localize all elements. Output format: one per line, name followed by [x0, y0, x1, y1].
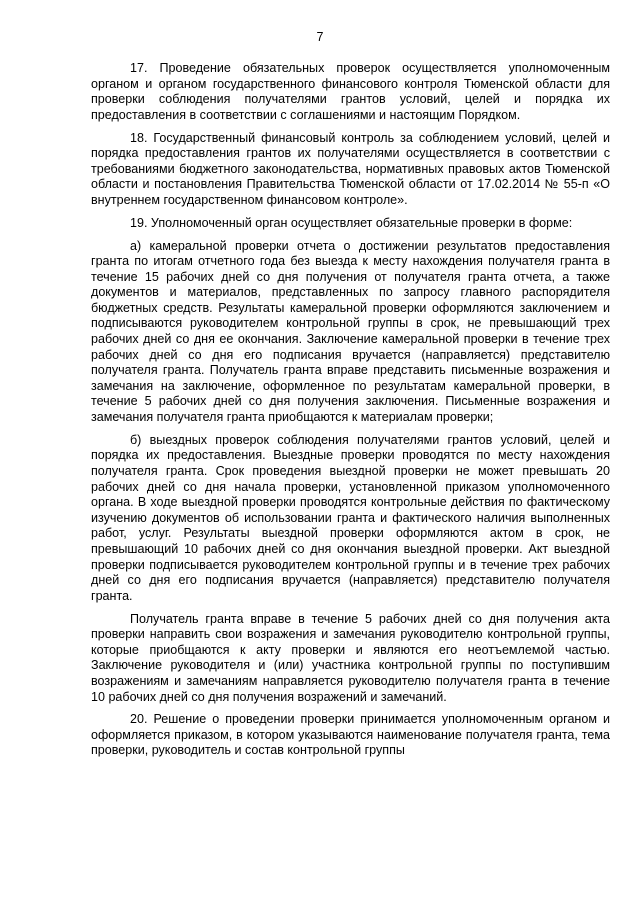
paragraph-18: 18. Государственный финансовый контроль за соблюдением условий, целей и порядка предоставления грантов их получателями осуществляется в соответствии с требованиями бюджетного законодательства, нормативных правовых актов Тюменской области и постановления Правительства Тюменской области от 17.02.2014 № 55-п «О внутреннем государственном финансовом контроле». [91, 130, 610, 207]
paragraph-19-b: б) выездных проверок соблюдения получателями грантов условий, целей и порядка их предоставления. Выездные проверки проводятся по месту нахождения получателя гранта. Срок проведения выездной проверки не может превышать 20 рабочих дней со дня начала проверки, установленной приказом уполномоченного органа. В ходе выездной проверки проводятся контрольные действия по фактическому изучению документов об использовании гранта и фактического наличия выполненных работ, услуг. Результаты выездной проверки оформляются актом в срок, не превышающий 10 рабочих дней со дня окончания выездной проверки. Акт выездной проверки подписывается руководителем контрольной группы и в течение трех рабочих дней со дня его подписания вручается (направляется) представителю получателя гранта. [91, 432, 610, 603]
paragraph-objections: Получатель гранта вправе в течение 5 рабочих дней со дня получения акта проверки направить свои возражения и замечания руководителю контрольной группы, которые приобщаются к акту проверки и являются его неотъемлемой частью. Заключение руководителя и (или) участника контрольной группы по поступившим возражениям и замечаниям направляется руководителю получателя гранта в течение 10 рабочих дней со дня получения возражений и замечаний. [91, 611, 610, 704]
paragraph-19-a: а) камеральной проверки отчета о достижении результатов предоставления гранта по итогам отчетного года без выезда к месту нахождения получателя гранта в течение 15 рабочих дней со дня получения от получателя гранта отчета, а также документов и материалов, представленных по запросу главного распорядителя бюджетных средств. Результаты камеральной проверки оформляются заключением и подписываются руководителем контрольной группы в срок, не превышающий трех рабочих дней со дня ее окончания. Заключение камеральной проверки в течение трех рабочих дней со дня его подписания вручается (направляется) представителю получателя гранта. Получатель гранта вправе представить письменные возражения и замечания на заключение, оформленное по результатам камеральной проверки, в течение 5 рабочих дней со дня получения заключения. Письменные возражения и замечания получателя гранта приобщаются к материалам проверки; [91, 238, 610, 425]
paragraph-17: 17. Проведение обязательных проверок осуществляется уполномоченным органом и органом государственного финансового контроля Тюменской области для проверки соблюдения получателями грантов условий, целей и порядка их предоставления в соответствии с соглашениями и настоящим Порядком. [91, 61, 610, 122]
paragraph-20: 20. Решение о проведении проверки принимается уполномоченным органом и оформляется приказом, в котором указываются наименование получателя гранта, тема проверки, руководитель и состав контрольной группы [91, 712, 610, 758]
document-body [91, 61, 610, 759]
paragraph-19: 19. Уполномоченный орган осуществляет обязательные проверки в форме: [130, 215, 573, 230]
page-number: 7 [316, 30, 324, 44]
